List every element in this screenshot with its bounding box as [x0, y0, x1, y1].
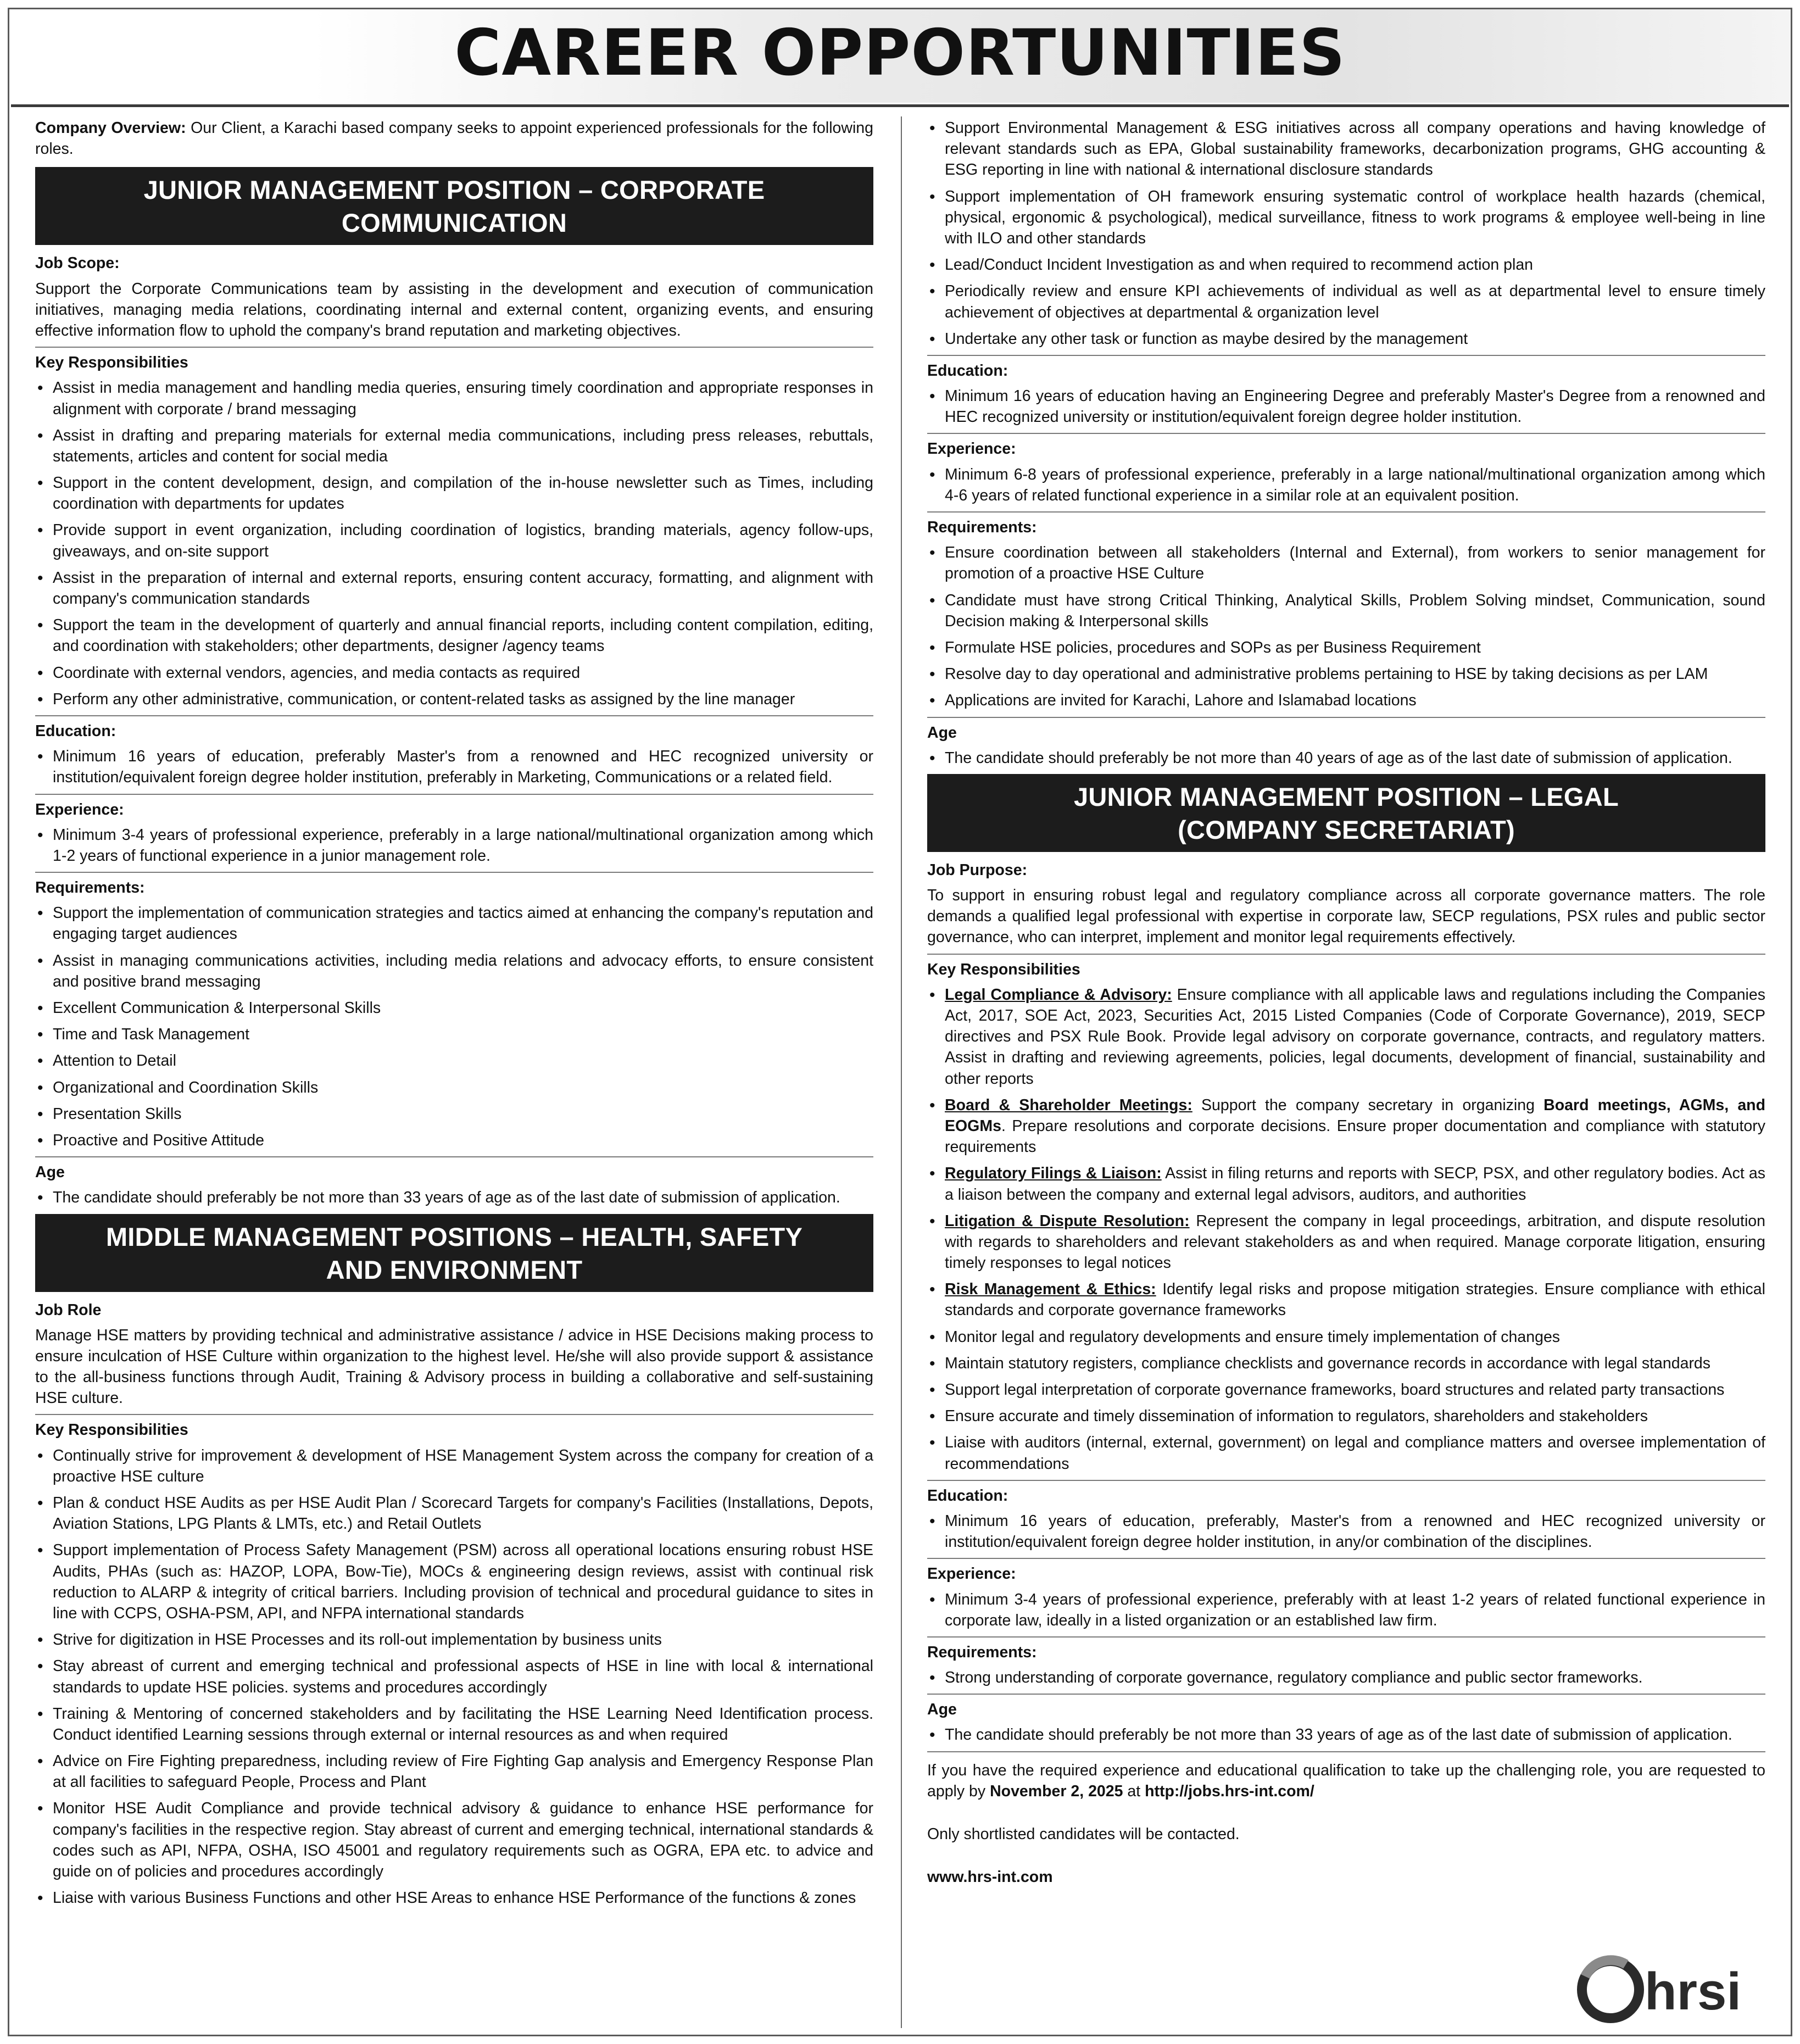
- list-item: • The candidate should preferably be not more than 33 years of age as of the last date of submission of application.: [927, 1724, 1765, 1745]
- apply-instructions: [927, 1760, 1765, 1802]
- job-purpose-label: Job Purpose:: [927, 861, 1028, 879]
- item-text: Ensure compliance with all applicable laws and regulations including the Companies Act, 2017, SOE Act, 2023, Securities Act, 2015 Listed Companies (Code of Corporate Governance), 2019, SECP directives and PSX Rule Book. Provide legal advisory on corporate governance, contracts, and regulatory matters. Assist in drafting and reviewing agreements, policies, legal documents, development of financial, sustainability and other reports: [945, 985, 1765, 1088]
- list-item: • Strong understanding of corporate governance, regulatory compliance and public sector frameworks.: [927, 1667, 1765, 1688]
- list-item: [927, 1095, 1765, 1158]
- list-item: • Periodically review and ensure KPI achievements of individual as well as at departmental level to ensure timely achievement of objectives at departmental & organization level: [927, 281, 1765, 322]
- list-item: [927, 984, 1765, 1089]
- list-item: • Ensure coordination between all stakeholders (Internal and External), from workers to senior management for promotion of a proactive HSE Culture: [927, 542, 1765, 584]
- responsibilities-list: [35, 1445, 873, 1909]
- list-item: • Support Environmental Management & ESG initiatives across all company operations and having knowledge of relevant standards such as EPA, Global sustainability frameworks, decarbonization programs, GHG accounting & ESG reporting in line with national & international disclosure standards: [927, 118, 1765, 181]
- list-item: • Minimum 3-4 years of professional experience, preferably in a large national/multinational organization among which 1-2 years of functional experience in a junior management role.: [35, 825, 873, 866]
- item-text: Identify legal risks and propose mitigation strategies. Ensure compliance with ethical standards and corporate governance frameworks: [945, 1280, 1765, 1319]
- list-item: • Training & Mentoring of concerned stakeholders and by facilitating the HSE Learning Need Identification process. Conduct identified Learning sessions through external or internal resources as and when required: [35, 1703, 873, 1745]
- header-divider: [11, 104, 1789, 107]
- list-item: • Liaise with auditors (internal, external, government) on legal and compliance matters and oversee implementation of recommendations: [927, 1432, 1765, 1474]
- key-responsibilities-label: Key Responsibilities: [35, 1414, 873, 1440]
- website-link[interactable]: www.hrs-int.com: [927, 1868, 1053, 1886]
- age-list: [927, 1724, 1765, 1745]
- list-item: • Monitor HSE Audit Compliance and provide technical advisory & guidance to enhance HSE performance for company's facilities in the respective region. Stay abreast of current and emerging technical, international standards & codes such as API, NFPA, OSHA, ISO 45001 and regulatory requirements such as OGRA, EPA etc. to advice and guide on of policies and procedures accordingly: [35, 1798, 873, 1882]
- requirements-list: [927, 1667, 1765, 1688]
- item-label: Legal Compliance & Advisory:: [945, 985, 1172, 1004]
- logo-ring-icon: [1582, 1960, 1639, 2018]
- item-bold-text: Board meetings, AGMs, and EOGMs: [945, 1096, 1765, 1135]
- item-label: Risk Management & Ethics:: [945, 1280, 1156, 1299]
- list-item: • Minimum 6-8 years of professional experience, preferably in a large national/multinational organization among which 4-6 years of related functional experience in a similar role at an equivalent position.: [927, 464, 1765, 506]
- education-label: Education:: [35, 715, 873, 742]
- item-text: Support the company secretary in organizing: [1192, 1096, 1544, 1114]
- job-role-text: Manage HSE matters by providing technical and administrative assistance / advice in HSE Decisions making process to ensure inculcation of HSE Culture within organization to the highest level. He/she will also provide support & assistance to the all-business functions through Audit, Training & Advisory process in building a collaborative and self-sustaining HSE culture.: [35, 1326, 873, 1407]
- list-item: • The candidate should preferably be not more than 40 years of age as of the last date of submission of application.: [927, 748, 1765, 768]
- job-scope-text: Support the Corporate Communications team by assisting in the development and execution of communication initiatives, managing media relations, coordinating internal and external content, organizing events, and ensuring effective information flow to uphold the company's brand reputation and marketing objectives.: [35, 280, 873, 339]
- job-role-label: Job Role: [35, 1301, 102, 1319]
- age-label: Age: [927, 717, 1765, 743]
- education-label: Education:: [927, 355, 1765, 381]
- list-item: • Lead/Conduct Incident Investigation as and when required to recommend action plan: [927, 254, 1765, 275]
- requirements-label: Requirements:: [35, 872, 873, 898]
- list-item: • Attention to Detail: [35, 1050, 873, 1071]
- banner-line: AND ENVIRONMENT: [326, 1255, 583, 1284]
- list-item: [927, 1279, 1765, 1321]
- responsibilities-list: [927, 984, 1765, 1321]
- list-item: • Continually strive for improvement & development of HSE Management System across the company for creation of a proactive HSE culture: [35, 1445, 873, 1487]
- experience-list: [927, 464, 1765, 506]
- right-column: [927, 118, 1765, 1887]
- legal-banner: [927, 774, 1765, 852]
- list-item: • Undertake any other task or function as maybe desired by the management: [927, 328, 1765, 349]
- age-list: [35, 1187, 873, 1208]
- requirements-list: [35, 903, 873, 1151]
- list-item: • Applications are invited for Karachi, Lahore and Islamabad locations: [927, 690, 1765, 711]
- apply-deadline: November 2, 2025: [990, 1782, 1123, 1800]
- shortlist-note: Only shortlisted candidates will be contacted.: [927, 1825, 1240, 1843]
- list-item: • Assist in the preparation of internal and external reports, ensuring content accuracy, formatting, and alignment with company's communication standards: [35, 567, 873, 609]
- list-item: • Ensure accurate and timely dissemination of information to regulators, shareholders and stakeholders: [927, 1406, 1765, 1427]
- item-label: Regulatory Filings & Liaison:: [945, 1165, 1162, 1183]
- list-item: • Assist in media management and handling media queries, ensuring timely coordination and appropriate responses in alignment with corporate / brand messaging: [35, 377, 873, 419]
- list-item: • Coordinate with external vendors, agencies, and media contacts as required: [35, 662, 873, 683]
- experience-label: Experience:: [927, 433, 1765, 459]
- list-item: • Liaise with various Business Functions and other HSE Areas to enhance HSE Performance of the functions & zones: [35, 1887, 873, 1908]
- page-title: CAREER OPPORTUNITIES: [454, 16, 1346, 90]
- list-item: [927, 1163, 1765, 1205]
- column-divider: [901, 116, 902, 2028]
- education-label: Education:: [927, 1480, 1765, 1506]
- list-item: • Minimum 16 years of education having an Engineering Degree and preferably Master's Degree from a renowned and HEC recognized university or institution/equivalent foreign degree holder institution.: [927, 386, 1765, 427]
- list-item: • Maintain statutory registers, compliance checklists and governance records in accordance with legal standards: [927, 1353, 1765, 1374]
- age-label: Age: [35, 1156, 873, 1183]
- list-item: • Support in the content development, design, and compilation of the in-house newsletter such as Times, including coordination with departments for updates: [35, 472, 873, 514]
- key-responsibilities-label: Key Responsibilities: [35, 347, 873, 373]
- requirements-label: Requirements:: [927, 1636, 1765, 1663]
- list-item: • The candidate should preferably be not more than 33 years of age as of the last date of submission of application.: [35, 1187, 873, 1208]
- list-item: • Support the implementation of communication strategies and tactics aimed at enhancing the company's reputation and engaging target audiences: [35, 903, 873, 944]
- experience-list: [927, 1589, 1765, 1631]
- list-item: • Minimum 16 years of education, preferably, Master's from a renowned and HEC recognized university or institution/equivalent foreign degree holder institution, in any/or combination of the disciplines.: [927, 1511, 1765, 1552]
- responsibilities-list: [35, 377, 873, 710]
- list-item: • Provide support in event organization, including coordination of logistics, branding materials, agency follow-ups, giveaways, and on-site support: [35, 520, 873, 561]
- item-label: Litigation & Dispute Resolution:: [945, 1212, 1190, 1230]
- list-item: • Support the team in the development of quarterly and annual financial reports, including content compilation, editing, and coordination with stakeholders; other departments, designer /agency teams: [35, 615, 873, 656]
- list-item: • Candidate must have strong Critical Thinking, Analytical Skills, Problem Solving mindset, Communication, sound Decision making & Interpersonal skills: [927, 590, 1765, 632]
- banner-line: MIDDLE MANAGEMENT POSITIONS – HEALTH, SAFETY: [105, 1222, 803, 1251]
- list-item: • Minimum 3-4 years of professional experience, preferably with at least 1-2 years of related functional experience in corporate law, ideally in a listed organization or an established law firm.: [927, 1589, 1765, 1631]
- item-text: . Prepare resolutions and corporate decisions. Ensure proper documentation and compliance with statutory requirements: [945, 1117, 1765, 1156]
- job-scope-label: Job Scope:: [35, 254, 120, 272]
- list-item: • Support legal interpretation of corporate governance frameworks, board structures and related party transactions: [927, 1379, 1765, 1400]
- item-label: Board & Shareholder Meetings:: [945, 1096, 1192, 1114]
- overview-label: Company Overview:: [35, 119, 186, 137]
- list-item: • Assist in drafting and preparing materials for external media communications, including press releases, rebuttals, statements, articles and content for social media: [35, 425, 873, 467]
- requirements-list: [927, 542, 1765, 711]
- company-overview: [35, 118, 873, 159]
- apply-at: at: [1123, 1782, 1145, 1800]
- list-item: • Resolve day to day operational and administrative problems pertaining to HSE by taking decisions as per LAM: [927, 664, 1765, 684]
- apply-link[interactable]: http://jobs.hrs-int.com/: [1145, 1782, 1314, 1800]
- apply-text: If you have the required experience and educational qualification to take up the challenging role, you are requested to apply by: [927, 1761, 1765, 1800]
- education-list: [927, 1511, 1765, 1552]
- experience-list: [35, 825, 873, 866]
- age-list: [927, 748, 1765, 768]
- banner-line: (COMPANY SECRETARIAT): [1178, 815, 1515, 844]
- left-column: [35, 118, 873, 1914]
- list-item: • Time and Task Management: [35, 1024, 873, 1045]
- list-item: • Organizational and Coordination Skills: [35, 1077, 873, 1098]
- list-item: • Minimum 16 years of education, preferably Master's from a renowned and HEC recognized university or institution/equivalent foreign degree holder institution, preferably in Marketing, Communications or a related field.: [35, 746, 873, 788]
- footer-divider: [927, 1751, 1765, 1752]
- key-responsibilities-label: Key Responsibilities: [927, 954, 1765, 980]
- list-item: • Assist in managing communications activities, including media relations and advocacy efforts, to ensure consistent and positive brand messaging: [35, 950, 873, 992]
- requirements-label: Requirements:: [927, 511, 1765, 538]
- banner-line: JUNIOR MANAGEMENT POSITION – CORPORATE: [143, 175, 765, 205]
- list-item: • Plan & conduct HSE Audits as per HSE Audit Plan / Scorecard Targets for company's Facilities (Installations, Depots, Aviation Stations, LPG Plants & LMTs, etc.) and Retail Outlets: [35, 1492, 873, 1534]
- logo-text: hrsi: [1645, 1962, 1742, 2021]
- education-list: [35, 746, 873, 788]
- hrsi-logo: [1575, 1954, 1779, 2025]
- list-item: • Support implementation of OH framework ensuring systematic control of workplace health hazards (chemical, physical, ergonomic & psychological), medical surveillance, fitness to work programs & employee well-being in line with ILO and other standards: [927, 186, 1765, 249]
- job-purpose-text: To support in ensuring robust legal and regulatory compliance across all corporate governance matters. The role demands a qualified legal professional with expertise in corporate law, SECP regulations, PSX rules and public sector governance, who can interpret, implement and monitor legal requirements effectively.: [927, 887, 1765, 946]
- item-text: Assist in filing returns and reports with SECP, PSX, and other regulatory bodies. Act as a liaison between the company and external legal advisors, auditors, and authorities: [945, 1165, 1765, 1204]
- list-item: • Advice on Fire Fighting preparedness, including review of Fire Fighting Gap analysis and Emergency Response Plan at all facilities to safeguard People, Process and Plant: [35, 1751, 873, 1792]
- responsibilities-list-continued: [927, 118, 1765, 349]
- banner-line: JUNIOR MANAGEMENT POSITION – LEGAL: [1073, 782, 1619, 811]
- education-list: [927, 386, 1765, 427]
- list-item: • Formulate HSE policies, procedures and SOPs as per Business Requirement: [927, 637, 1765, 658]
- experience-label: Experience:: [35, 794, 873, 820]
- list-item: • Support implementation of Process Safety Management (PSM) across all operational locations ensuring robust HSE Audits, PHAs (such as: HAZOP, LOPA, Bow-Tie), MOCs & engineering design reviews, assist with continual risk reduction to ALARP & integrity of critical barriers. Including provision of technical and procedural guidance to sites in line with CCPS, OSHA-PSM, API, and NFPA international standards: [35, 1540, 873, 1624]
- list-item: • Excellent Communication & Interpersonal Skills: [35, 998, 873, 1018]
- list-item: • Perform any other administrative, communication, or content-related tasks as assigned by the line manager: [35, 689, 873, 710]
- list-item: • Proactive and Positive Attitude: [35, 1130, 873, 1151]
- list-item: [927, 1211, 1765, 1274]
- list-item: • Presentation Skills: [35, 1104, 873, 1124]
- item-text: Represent the company in legal proceedings, arbitration, and dispute resolution with regards to shareholders and relevant stakeholders as and when required. Manage corporate litigation, ensuring timely responses to legal notices: [945, 1212, 1765, 1272]
- experience-label: Experience:: [927, 1558, 1765, 1584]
- responsibilities-list-continued: [927, 1327, 1765, 1474]
- hse-banner: [35, 1214, 873, 1292]
- list-item: • Stay abreast of current and emerging technical and professional aspects of HSE in line with local & international standards to update HSE policies. systems and procedures accordingly: [35, 1656, 873, 1697]
- list-item: • Strive for digitization in HSE Processes and its roll-out implementation by business units: [35, 1629, 873, 1650]
- corporate-communication-banner: [35, 167, 873, 245]
- age-label: Age: [927, 1694, 1765, 1720]
- overview-text: Our Client, a Karachi based company seeks to appoint experienced professionals for the following roles.: [35, 119, 874, 158]
- list-item: • Monitor legal and regulatory developments and ensure timely implementation of changes: [927, 1327, 1765, 1347]
- banner-line: COMMUNICATION: [341, 208, 567, 238]
